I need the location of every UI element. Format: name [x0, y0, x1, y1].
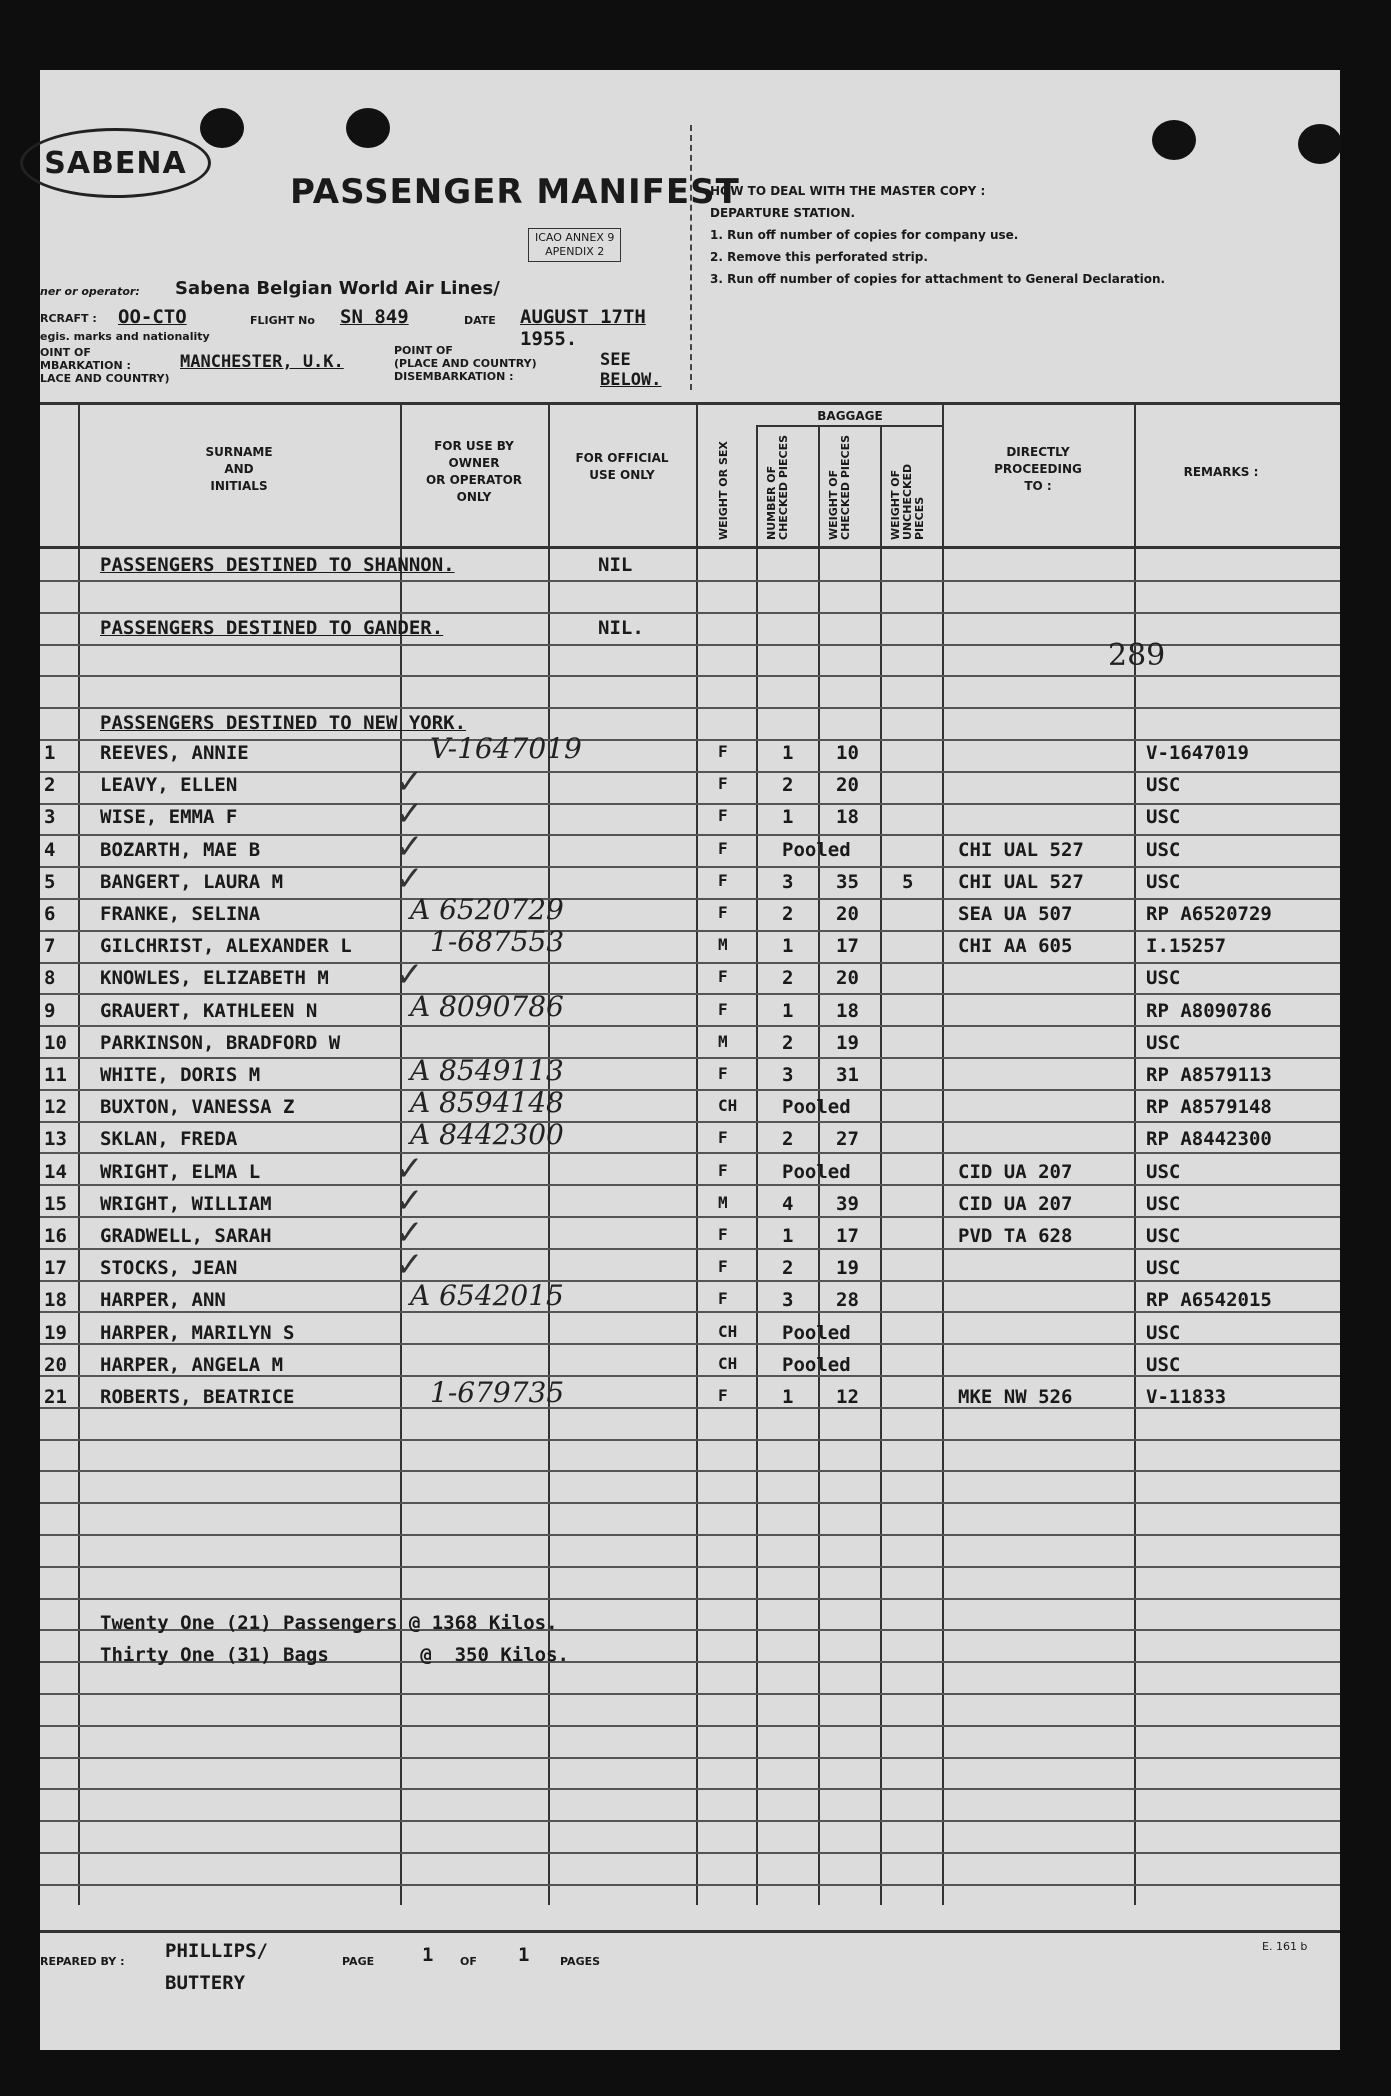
row-rule	[40, 1788, 1340, 1790]
checked-pieces: 4	[782, 1193, 794, 1215]
owner-annotation: 1-687553	[430, 925, 565, 958]
remarks: USC	[1146, 967, 1181, 989]
remarks: USC	[1146, 1193, 1181, 1215]
row-rule	[40, 612, 1340, 614]
passenger-name: WRIGHT, ELMA L	[100, 1161, 261, 1183]
official-label-1: FOR OFFICIAL	[575, 451, 669, 465]
remarks: USC	[1146, 1322, 1181, 1344]
passenger-sex: F	[718, 1000, 728, 1019]
row-rule	[40, 771, 1340, 773]
remarks: USC	[1146, 1161, 1181, 1183]
col-divider	[756, 425, 758, 1905]
row-rule	[40, 1757, 1340, 1759]
passenger-name: HARPER, ANGELA M	[100, 1354, 284, 1376]
checked-pieces: Pooled	[782, 1322, 851, 1344]
instruction-3: 3. Run off number of copies for attachment to General Declaration.	[710, 272, 1166, 286]
disembark-label-2: (PLACE AND COUNTRY)	[394, 357, 537, 370]
checked-pieces: 2	[782, 967, 794, 989]
checked-pieces: 1	[782, 1225, 794, 1247]
surname-label-2: AND	[224, 462, 254, 476]
remarks: RP A8090786	[1146, 1000, 1272, 1022]
row-rule	[40, 962, 1340, 964]
instruction-1: 1. Run off number of copies for company use.	[710, 228, 1019, 242]
row-rule	[40, 1280, 1340, 1282]
checked-weight: 20	[836, 967, 859, 989]
checked-pieces: 2	[782, 1032, 794, 1054]
checked-weight: 19	[836, 1257, 859, 1279]
passenger-name: BANGERT, LAURA M	[100, 871, 284, 893]
passenger-sex: CH	[718, 1322, 738, 1341]
col-header-official	[550, 450, 694, 484]
embarkation-label	[40, 346, 170, 385]
page-value: 1	[422, 1944, 434, 1966]
passenger-name: GRAUERT, KATHLEEN N	[100, 1000, 318, 1022]
surname-label-1: SURNAME	[205, 445, 273, 459]
embarkation-value: MANCHESTER, U.K.	[180, 352, 344, 372]
passenger-sex: F	[718, 1257, 728, 1276]
proceeding-to: SEA UA 507	[958, 903, 1073, 925]
footer-rule	[40, 1930, 1340, 1933]
passenger-sex: F	[718, 871, 728, 890]
checked-pieces: 2	[782, 1128, 794, 1150]
row-rule	[40, 707, 1340, 709]
row-rule	[40, 1152, 1340, 1154]
row-number: 17	[44, 1257, 67, 1279]
passenger-sex: F	[718, 1161, 728, 1180]
aircraft-label: RCRAFT :	[40, 312, 97, 325]
checked-pieces: 1	[782, 806, 794, 828]
col-divider	[548, 405, 550, 1905]
disembark-label-1: POINT OF	[394, 344, 453, 357]
owner-annotation: A 6520729	[410, 893, 564, 926]
owner-annotation: 1-679735	[430, 1376, 565, 1409]
checked-weight: 35	[836, 871, 859, 893]
proceeding-to: CID UA 207	[958, 1161, 1073, 1183]
page-label: PAGE	[342, 1955, 375, 1968]
pages-label: PAGES	[560, 1955, 601, 1968]
checked-pieces: 1	[782, 742, 794, 764]
row-rule	[40, 739, 1340, 741]
remarks: V-1647019	[1146, 742, 1249, 764]
passenger-name: PARKINSON, BRADFORD W	[100, 1032, 341, 1054]
section-shannon-nil: NIL	[598, 554, 633, 576]
checked-weight: 12	[836, 1386, 859, 1408]
row-number: 10	[44, 1032, 67, 1054]
embark-label-2: MBARKATION :	[40, 359, 131, 372]
passenger-name: GRADWELL, SARAH	[100, 1225, 272, 1247]
owner-annotation: V-1647019	[430, 732, 582, 765]
page-title: PASSENGER MANIFEST	[290, 172, 740, 212]
checked-weight: 27	[836, 1128, 859, 1150]
row-number: 4	[44, 839, 56, 861]
row-rule	[40, 1121, 1340, 1123]
instruction-2: 2. Remove this perforated strip.	[710, 250, 928, 264]
regis-label: egis. marks and nationality	[40, 330, 210, 343]
prepared-by-1: PHILLIPS/	[165, 1940, 268, 1962]
checked-pieces: 1	[782, 935, 794, 957]
col-divider	[942, 405, 944, 1905]
passenger-name: BOZARTH, MAE B	[100, 839, 261, 861]
proceeding-to: CHI UAL 527	[958, 839, 1084, 861]
checked-pieces: 3	[782, 1289, 794, 1311]
checked-weight: 18	[836, 1000, 859, 1022]
punch-hole	[1298, 124, 1342, 164]
instructions	[710, 180, 1165, 290]
totals-passengers: Twenty One (21) Passengers @ 1368 Kilos.	[100, 1612, 558, 1634]
col-divider	[880, 425, 882, 1905]
remarks: USC	[1146, 806, 1181, 828]
checked-weight: 10	[836, 742, 859, 764]
passenger-sex: M	[718, 1032, 728, 1051]
passenger-sex: CH	[718, 1354, 738, 1373]
passenger-name: REEVES, ANNIE	[100, 742, 249, 764]
owner-label-1: FOR USE BY	[434, 439, 514, 453]
row-number: 9	[44, 1000, 56, 1022]
row-rule	[40, 1852, 1340, 1854]
passenger-name: GILCHRIST, ALEXANDER L	[100, 935, 352, 957]
icao-annex: ICAO ANNEX 9	[535, 231, 615, 244]
section-shannon: PASSENGERS DESTINED TO SHANNON.	[100, 554, 455, 576]
row-rule	[40, 1470, 1340, 1472]
proceeding-label-3: TO :	[1024, 479, 1052, 493]
checked-weight: 28	[836, 1289, 859, 1311]
row-number: 6	[44, 903, 56, 925]
checked-pieces: 1	[782, 1386, 794, 1408]
proceeding-to: CHI AA 605	[958, 935, 1073, 957]
remarks: RP A6520729	[1146, 903, 1272, 925]
passenger-sex: F	[718, 967, 728, 986]
row-number: 14	[44, 1161, 67, 1183]
flight-label: FLIGHT No	[250, 314, 315, 327]
remarks: USC	[1146, 839, 1181, 861]
passenger-name: KNOWLES, ELIZABETH M	[100, 967, 329, 989]
check-mark-icon: ✓	[395, 794, 424, 834]
passenger-sex: CH	[718, 1096, 738, 1115]
passenger-sex: F	[718, 1064, 728, 1083]
row-number: 1	[44, 742, 56, 764]
remarks: USC	[1146, 871, 1181, 893]
aircraft-value: OO-CTO	[118, 306, 187, 328]
disembarkation-value-2: BELOW.	[600, 370, 662, 390]
remarks: USC	[1146, 774, 1181, 796]
owner-annotation: A 6542015	[410, 1279, 564, 1312]
col-header-checked-weight: WEIGHT OF CHECKED PIECES	[827, 434, 852, 540]
row-number: 12	[44, 1096, 67, 1118]
row-rule	[40, 1534, 1340, 1536]
embark-label-1: OINT OF	[40, 346, 91, 359]
checked-pieces: 1	[782, 1000, 794, 1022]
owner-annotation: A 8090786	[410, 990, 564, 1023]
operator-label: ner or operator:	[40, 285, 140, 298]
col-header-owner	[402, 438, 546, 506]
passenger-sex: F	[718, 839, 728, 858]
row-rule	[40, 1820, 1340, 1822]
passenger-name: WRIGHT, WILLIAM	[100, 1193, 272, 1215]
passenger-sex: F	[718, 742, 728, 761]
row-number: 18	[44, 1289, 67, 1311]
checked-pieces: Pooled	[782, 1096, 851, 1118]
check-mark-icon: ✓	[395, 1213, 424, 1253]
passenger-name: STOCKS, JEAN	[100, 1257, 238, 1279]
date-value: AUGUST 17TH	[520, 306, 646, 328]
check-mark-icon: ✓	[395, 827, 424, 867]
checked-weight: 18	[836, 806, 859, 828]
row-rule	[40, 1184, 1340, 1186]
row-rule	[40, 1566, 1340, 1568]
check-mark-icon: ✓	[395, 1181, 424, 1221]
checked-pieces: 3	[782, 1064, 794, 1086]
remarks: RP A8579148	[1146, 1096, 1272, 1118]
passenger-sex: M	[718, 1193, 728, 1212]
year-value: 1955.	[520, 328, 578, 350]
col-header-proceeding	[944, 444, 1132, 495]
prepared-by-label: REPARED BY :	[40, 1955, 125, 1968]
row-rule	[40, 580, 1340, 582]
instruction-heading: HOW TO DEAL WITH THE MASTER COPY :	[710, 184, 986, 198]
passenger-name: FRANKE, SELINA	[100, 903, 261, 925]
row-rule	[40, 1598, 1340, 1600]
row-rule	[40, 834, 1340, 836]
passenger-sex: F	[718, 806, 728, 825]
owner-annotation: A 8594148	[410, 1086, 564, 1119]
passenger-name: BUXTON, VANESSA Z	[100, 1096, 295, 1118]
checked-weight: 39	[836, 1193, 859, 1215]
col-header-remarks: REMARKS :	[1183, 465, 1259, 479]
col-header-surname	[80, 444, 398, 495]
row-rule	[40, 1693, 1340, 1695]
section-gander: PASSENGERS DESTINED TO GANDER.	[100, 617, 444, 639]
checked-weight: 17	[836, 935, 859, 957]
row-rule	[40, 1311, 1340, 1313]
date-label: DATE	[464, 314, 496, 327]
row-number: 11	[44, 1064, 67, 1086]
row-number: 16	[44, 1225, 67, 1247]
perforation-line	[690, 125, 692, 390]
row-rule	[40, 1025, 1340, 1027]
unchecked-weight: 5	[902, 871, 914, 893]
row-rule	[40, 866, 1340, 868]
remarks: RP A6542015	[1146, 1289, 1272, 1311]
check-mark-icon: ✓	[395, 859, 424, 899]
remarks: USC	[1146, 1257, 1181, 1279]
baggage-rule	[756, 425, 942, 427]
checked-weight: 19	[836, 1032, 859, 1054]
section-newyork: PASSENGERS DESTINED TO NEW YORK.	[100, 712, 467, 734]
row-rule	[40, 1089, 1340, 1091]
check-mark-icon: ✓	[395, 1245, 424, 1285]
sabena-logo: SABENA	[20, 128, 211, 198]
row-rule	[40, 1248, 1340, 1250]
col-divider	[1134, 405, 1136, 1905]
checked-weight: 17	[836, 1225, 859, 1247]
col-header-baggage: BAGGAGE	[817, 409, 883, 423]
passenger-name: HARPER, ANN	[100, 1289, 226, 1311]
row-number: 19	[44, 1322, 67, 1344]
official-label-2: USE ONLY	[589, 468, 655, 482]
checked-pieces: 3	[782, 871, 794, 893]
remarks: USC	[1146, 1354, 1181, 1376]
passenger-name: HARPER, MARILYN S	[100, 1322, 295, 1344]
remarks: I.15257	[1146, 935, 1227, 957]
table-header-rule	[40, 546, 1340, 549]
row-number: 7	[44, 935, 56, 957]
row-rule	[40, 993, 1340, 995]
passenger-name: WISE, EMMA F	[100, 806, 238, 828]
row-rule	[40, 1057, 1340, 1059]
of-value: 1	[518, 1944, 530, 1966]
remarks: V-11833	[1146, 1386, 1227, 1408]
icao-reference	[528, 228, 621, 262]
row-rule	[40, 1884, 1340, 1886]
remarks: USC	[1146, 1225, 1181, 1247]
row-rule	[40, 1439, 1340, 1441]
col-header-weight-sex: WEIGHT OR SEX	[717, 441, 730, 540]
proceeding-label-2: PROCEEDING	[994, 462, 1082, 476]
remarks: RP A8442300	[1146, 1128, 1272, 1150]
row-number: 3	[44, 806, 56, 828]
instruction-station: DEPARTURE STATION.	[710, 206, 856, 220]
checked-pieces: Pooled	[782, 839, 851, 861]
page-number-stamp: 289	[1108, 638, 1166, 673]
totals-bags: Thirty One (31) Bags @ 350 Kilos.	[100, 1644, 569, 1666]
checked-pieces: 2	[782, 1257, 794, 1279]
col-divider	[696, 405, 698, 1905]
row-number: 2	[44, 774, 56, 796]
col-divider	[78, 405, 80, 1905]
punch-hole	[346, 108, 390, 148]
row-number: 8	[44, 967, 56, 989]
passenger-sex: F	[718, 1386, 728, 1405]
row-rule	[40, 1502, 1340, 1504]
row-rule	[40, 930, 1340, 932]
checked-weight: 20	[836, 774, 859, 796]
remarks: RP A8579113	[1146, 1064, 1272, 1086]
passenger-sex: F	[718, 1225, 728, 1244]
checked-weight: 20	[836, 903, 859, 925]
operator-value: Sabena Belgian World Air Lines/	[175, 278, 500, 299]
table-top-rule	[40, 402, 1340, 405]
disembarkation-label	[394, 344, 537, 383]
proceeding-to: MKE NW 526	[958, 1386, 1073, 1408]
passenger-sex: F	[718, 1289, 728, 1308]
proceeding-to: CHI UAL 527	[958, 871, 1084, 893]
checked-pieces: 2	[782, 774, 794, 796]
row-number: 5	[44, 871, 56, 893]
col-header-unchecked-weight: WEIGHT OF UNCHECKED PIECES	[889, 463, 926, 540]
owner-label-4: ONLY	[456, 490, 492, 504]
passenger-sex: F	[718, 774, 728, 793]
row-rule	[40, 1725, 1340, 1727]
checked-pieces: Pooled	[782, 1161, 851, 1183]
passenger-name: ROBERTS, BEATRICE	[100, 1386, 295, 1408]
icao-appendix: APENDIX 2	[545, 245, 605, 258]
surname-label-3: INITIALS	[210, 479, 268, 493]
row-number: 13	[44, 1128, 67, 1150]
disembarkation-value-1: SEE	[600, 350, 631, 370]
owner-label-3: OR OPERATOR	[425, 473, 523, 487]
checked-pieces: Pooled	[782, 1354, 851, 1376]
passenger-sex: M	[718, 935, 728, 954]
of-label: OF	[460, 1955, 477, 1968]
passenger-name: WHITE, DORIS M	[100, 1064, 261, 1086]
check-mark-icon: ✓	[395, 762, 424, 802]
checked-weight: 31	[836, 1064, 859, 1086]
proceeding-label-1: DIRECTLY	[1006, 445, 1070, 459]
check-mark-icon: ✓	[395, 1149, 424, 1189]
form-number: E. 161 b	[1262, 1940, 1308, 1953]
check-mark-icon: ✓	[395, 955, 424, 995]
checked-pieces: 2	[782, 903, 794, 925]
row-rule	[40, 1216, 1340, 1218]
row-number: 21	[44, 1386, 67, 1408]
punch-hole	[1152, 120, 1196, 160]
proceeding-to: PVD TA 628	[958, 1225, 1073, 1247]
section-gander-nil: NIL.	[598, 617, 644, 639]
passenger-name: SKLAN, FREDA	[100, 1128, 238, 1150]
passenger-name: LEAVY, ELLEN	[100, 774, 238, 796]
embark-label-3: LACE AND COUNTRY)	[40, 372, 170, 385]
row-number: 15	[44, 1193, 67, 1215]
passenger-sex: F	[718, 903, 728, 922]
prepared-by-2: BUTTERY	[165, 1972, 246, 1994]
remarks: USC	[1146, 1032, 1181, 1054]
row-rule	[40, 675, 1340, 677]
passenger-sex: F	[718, 1128, 728, 1147]
proceeding-to: CID UA 207	[958, 1193, 1073, 1215]
row-number: 20	[44, 1354, 67, 1376]
disembark-label-3: DISEMBARKATION :	[394, 370, 514, 383]
flight-value: SN 849	[340, 306, 409, 328]
row-rule	[40, 803, 1340, 805]
owner-annotation: A 8442300	[410, 1118, 564, 1151]
row-rule	[40, 898, 1340, 900]
punch-hole	[200, 108, 244, 148]
owner-label-2: OWNER	[448, 456, 500, 470]
owner-annotation: A 8549113	[410, 1054, 564, 1087]
col-header-checked-pieces: NUMBER OF CHECKED PIECES	[765, 434, 790, 540]
